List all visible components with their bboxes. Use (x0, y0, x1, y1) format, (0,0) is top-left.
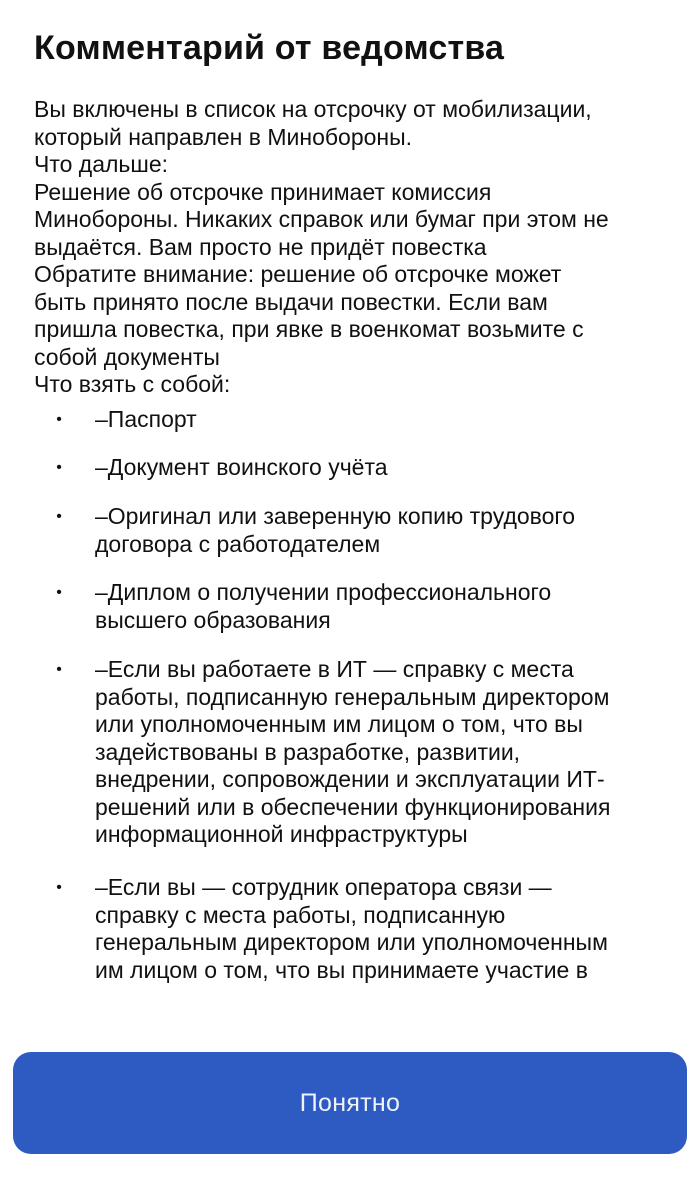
bullet-icon: • (56, 508, 62, 525)
list-item-text: –Если вы работаете в ИТ — справку с места (95, 656, 574, 682)
section-heading-what-to-bring: Что взять с собой: (34, 371, 231, 397)
list-item-text: работы, подписанную генеральным директором (95, 683, 610, 710)
dialog-title: Комментарий от ведомства (34, 29, 505, 67)
bullet-icon: • (56, 661, 62, 678)
body-line: Минобороны. Никаких справок или бумаг при этом не (34, 206, 609, 232)
list-item-text: –Оригинал или заверенную копию трудового (95, 503, 576, 529)
list-item-text: справку с места работы, подписанную (95, 901, 506, 928)
list-item-text: договора с работодателем (95, 530, 381, 557)
list-item-text: задействованы в разработке, развитии, (95, 738, 521, 765)
body-line: который направлен в Минобороны. (34, 123, 413, 150)
bullet-icon: • (56, 411, 62, 428)
list-item-text: им лицом о том, что вы принимаете участие в (95, 956, 588, 983)
list-item-text: –Паспорт (95, 406, 197, 432)
body-line: Вы включены в список на отсрочку от мобилизации, (34, 96, 592, 122)
section-heading-next-steps: Что дальше: (34, 151, 169, 177)
body-line: выдаётся. Вам просто не придёт повестка (34, 233, 487, 260)
list-item-text: –Если вы — сотрудник оператора связи — (95, 874, 552, 900)
list-item-text: высшего образования (95, 606, 331, 633)
bullet-icon: • (56, 879, 62, 896)
list-item-text: решений или в обеспечении функционирования (95, 793, 611, 820)
list-item-text: внедрении, сопровождении и эксплуатации ИТ- (95, 766, 605, 792)
bullet-icon: • (56, 584, 62, 601)
list-item-text: –Документ воинского учёта (95, 454, 388, 480)
body-line: Обратите внимание: решение об отсрочке может (34, 261, 562, 287)
body-line: собой документы (34, 343, 220, 370)
body-line: Решение об отсрочке принимает комиссия (34, 178, 492, 205)
list-item-text: генеральным директором или уполномоченным (95, 929, 608, 955)
list-item-text: или уполномоченным им лицом о том, что вы (95, 711, 583, 737)
bullet-icon: • (56, 459, 62, 476)
understood-button[interactable]: Понятно (13, 1052, 687, 1154)
list-item-text: информационной инфраструктуры (95, 821, 468, 847)
list-item-text: –Диплом о получении профессионального (95, 579, 552, 605)
body-line: быть принято после выдачи повестки. Если вам (34, 288, 548, 315)
comment-body (34, 96, 674, 399)
dialog-content-scroll[interactable] (0, 96, 700, 1000)
body-line: пришла повестка, при явке в военкомат возьмите с (34, 316, 584, 342)
